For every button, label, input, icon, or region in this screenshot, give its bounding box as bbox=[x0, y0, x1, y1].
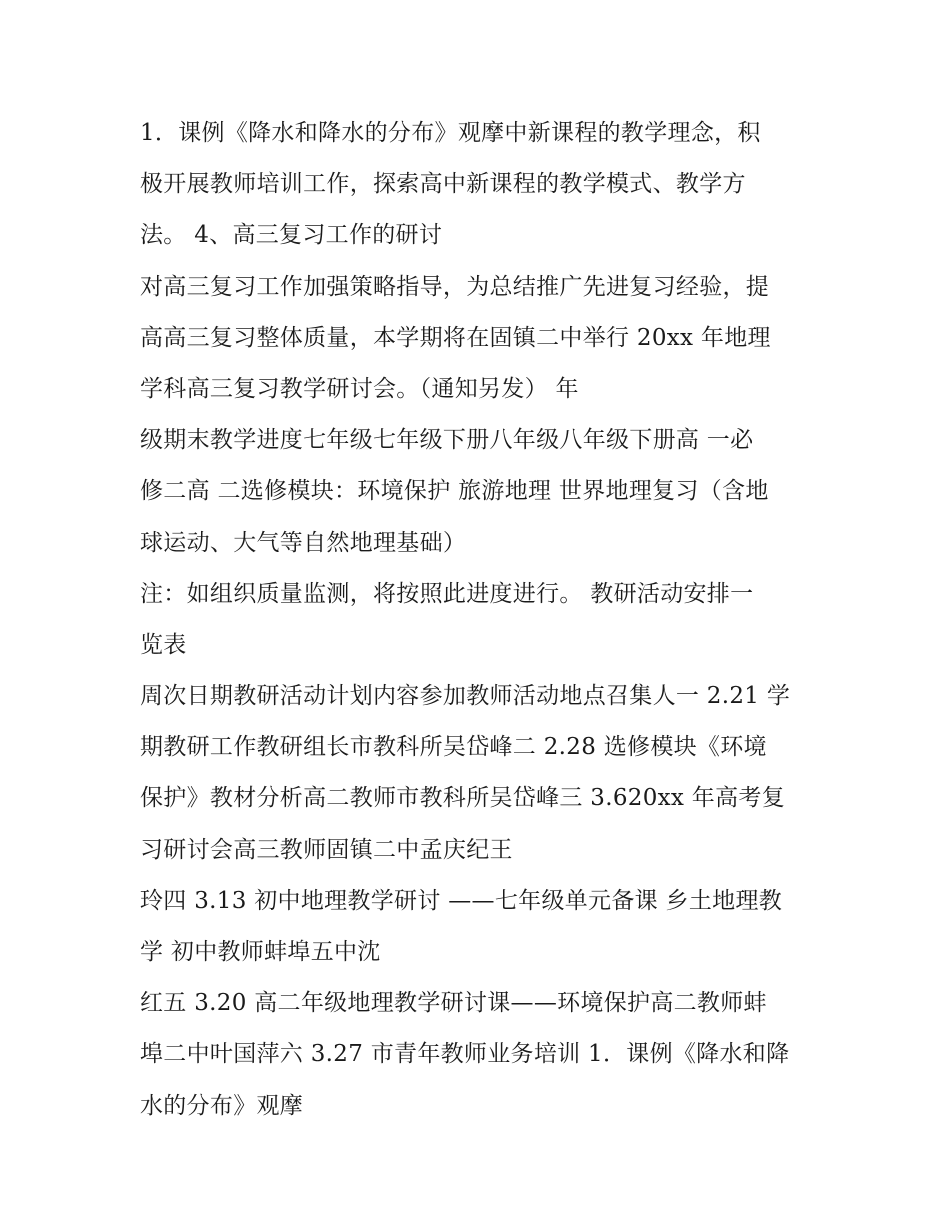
document-body bbox=[140, 108, 820, 1132]
text-line: 览表 bbox=[140, 631, 187, 658]
text-line: 对高三复习工作加强策略指导，为总结推广先进复习经验，提 bbox=[140, 273, 770, 300]
text-line: 习研讨会高三教师固镇二中孟庆纪王 bbox=[140, 836, 513, 863]
text-line: 法。 4、高三复习工作的研讨 bbox=[140, 222, 443, 249]
text-line: 高高三复习整体质量，本学期将在固镇二中举行 20xx 年地理 bbox=[140, 324, 771, 351]
text-line: 学科高三复习教学研讨会。（通知另发） 年 bbox=[140, 375, 579, 402]
text-line: 球运动、大气等自然地理基础） bbox=[140, 529, 467, 556]
text-line: 玲四 3.13 初中地理教学研讨 ——七年级单元备课 乡土地理教 bbox=[140, 887, 783, 914]
text-line: 极开展教师培训工作，探索高中新课程的教学模式、教学方 bbox=[140, 171, 746, 198]
text-line: 1．课例《降水和降水的分布》观摩中新课程的教学理念，积 bbox=[140, 120, 761, 146]
text-line: 红五 3.20 高二年级地理教学研讨课——环境保护高二教师蚌 bbox=[140, 990, 767, 1017]
text-line: 注：如组织质量监测，将按照此进度进行。 教研活动安排一 bbox=[140, 580, 754, 607]
text-line: 保护》教材分析高二教师市教科所吴岱峰三 3.620xx 年高考复 bbox=[140, 785, 786, 812]
text-line: 水的分布》观摩 bbox=[140, 1092, 304, 1119]
text-line: 埠二中叶国萍六 3.27 市青年教师业务培训 1．课例《降水和降 bbox=[140, 1041, 790, 1068]
text-line: 期教研工作教研组长市教科所吴岱峰二 2.28 选修模块《环境 bbox=[140, 734, 767, 761]
text-line: 周次日期教研活动计划内容参加教师活动地点召集人一 2.21 学 bbox=[140, 683, 791, 710]
text-line: 修二高 二选修模块：环境保护 旅游地理 世界地理复习（含地 bbox=[140, 478, 769, 505]
text-line: 学 初中教师蚌埠五中沈 bbox=[140, 939, 381, 965]
text-line: 级期末教学进度七年级七年级下册八年级八年级下册高 一必 bbox=[140, 427, 754, 454]
